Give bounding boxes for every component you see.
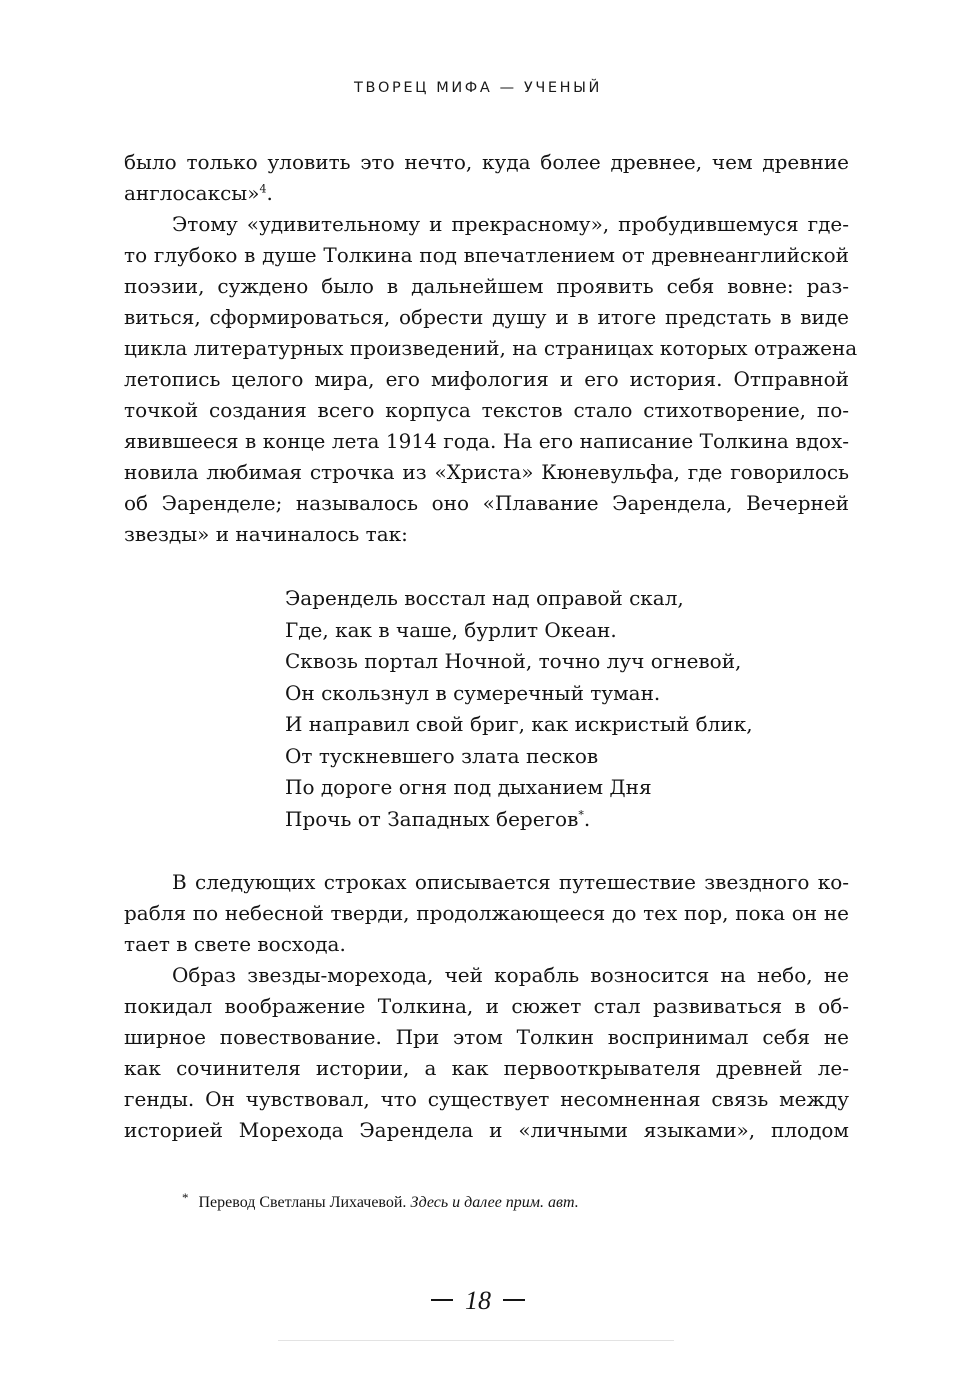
folio-dash-right <box>503 1299 525 1301</box>
paragraph-star-mariner <box>124 960 849 1146</box>
paragraph-poem-origin <box>124 209 858 550</box>
text-line: об Эаренделе; называлось оно «Плавание Эарендела, Вечерней <box>124 491 849 515</box>
text-line-last: тает в свете восхода. <box>124 932 346 956</box>
text-line: точкой создания всего корпуса текстов стало стихотворение, по- <box>124 398 849 422</box>
verse-end-punct: . <box>583 806 591 831</box>
text-line: поэзии, суждено было в дальнейшем проявить себя вовне: раз- <box>124 274 849 298</box>
text-line: виться, сформироваться, обрести душу и в итоге предстать в виде <box>124 305 849 329</box>
page-number: 18 <box>465 1286 491 1315</box>
footnote-mark: * <box>182 1190 189 1205</box>
text-line: историей Морехода Эарендела и «личными языками», плодом <box>124 1118 849 1142</box>
footnote-italic-note: Здесь и далее прим. авт. <box>410 1194 579 1211</box>
page-folio <box>0 1286 956 1316</box>
text-line: как сочинителя истории, а как первооткрывателя древней ле- <box>124 1056 849 1080</box>
endnote-reference: 4 <box>259 182 267 196</box>
verse-line: От тускневшего злата песков <box>285 743 599 768</box>
verse-quote <box>285 583 845 835</box>
text-line-last: звезды» и начиналось так: <box>124 522 408 546</box>
text-line: Этому «удивительному и прекрасному», пробудившемуся где- <box>172 212 849 236</box>
verse-line: По дороге огня под дыханием Дня <box>285 775 652 799</box>
text-line-content: англосаксы» <box>124 181 260 205</box>
footnote <box>182 1190 579 1212</box>
verse-line-content: Прочь от Западных берегов <box>285 806 579 831</box>
text-line: ширное повествование. При этом Толкин воспринимал себя не <box>124 1025 849 1049</box>
text-line: летопись целого мира, его мифология и его история. Отправной <box>124 367 849 391</box>
text-line: покидал воображение Толкина, и сюжет стал развиваться в об- <box>124 994 849 1018</box>
text-line: Образ звезды-морехода, чей корабль возносится на небо, не <box>172 963 849 987</box>
bottom-rule <box>278 1340 674 1341</box>
verse-line: Сквозь портал Ночной, точно луч огневой, <box>285 649 742 673</box>
verse-line: Эарендель восстал над оправой скал, <box>285 586 684 610</box>
text-line: генды. Он чувствовал, что существует несомненная связь между <box>124 1087 849 1111</box>
text-line: явившееся в конце лета 1914 года. На его написание Толкина вдох- <box>124 429 849 453</box>
verse-line: И направил свой бриг, как искристый блик, <box>285 712 753 736</box>
text-line: В следующих строках описывается путешествие звездного ко- <box>172 870 849 894</box>
text-line: цикла литературных произведений, на страницах которых отражена <box>124 336 858 360</box>
text-line: новила любимая строчка из «Христа» Кюневульфа, где говорилось <box>124 460 849 484</box>
paragraph-continuation <box>124 147 849 209</box>
text-line: рабля по небесной тверди, продолжающееся до тех пор, пока он не <box>124 901 849 925</box>
footnote-text: Перевод Светланы Лихачевой. <box>198 1194 407 1211</box>
text-line: было только уловить это нечто, куда более древнее, чем древние <box>124 150 849 174</box>
folio-dash-left <box>431 1299 453 1301</box>
paragraph-following-lines <box>124 867 849 960</box>
running-header: ТВОРЕЦ МИФА — УЧЕНЫЙ <box>354 80 602 96</box>
text-line: то глубоко в душе Толкина под впечатлением от древнеанглийской <box>124 243 849 267</box>
verse-line: Где, как в чаше, бурлит Океан. <box>285 617 617 642</box>
text-line-last: англосаксы»$^4$. <box>124 181 273 205</box>
verse-line: Он скользнул в сумеречный туман. <box>285 680 661 705</box>
verse-line-last <box>285 804 845 836</box>
footnote-reference: * <box>578 807 584 821</box>
